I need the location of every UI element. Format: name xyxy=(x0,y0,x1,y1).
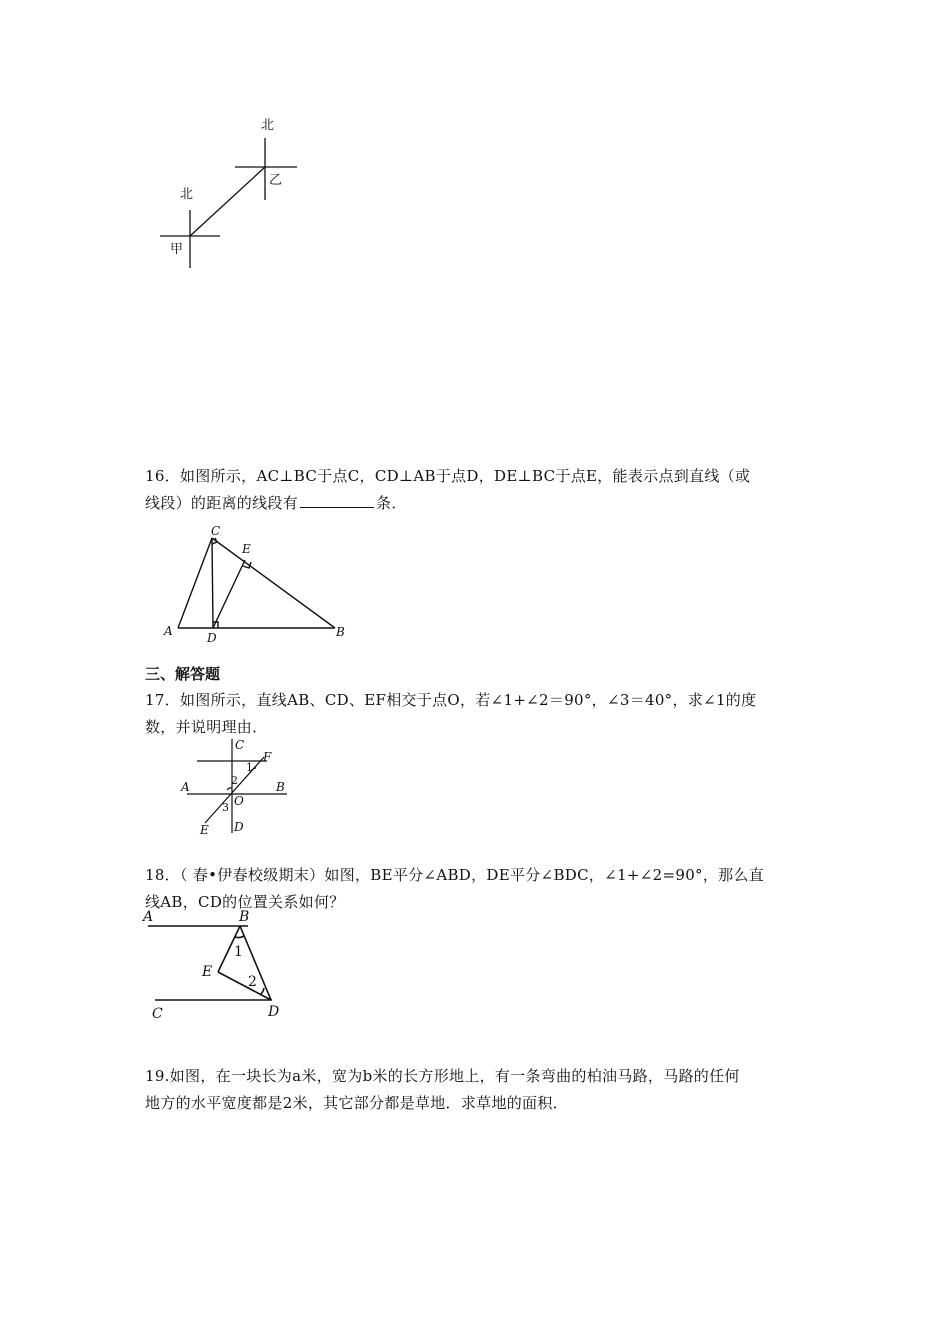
segment-de xyxy=(213,560,245,628)
label-d: D xyxy=(234,820,244,834)
answer-blank xyxy=(300,493,374,508)
label-c: C xyxy=(211,524,221,538)
label-c: C xyxy=(152,1006,163,1022)
q17-line1: 17．如图所示，直线AB、CD、EF相交于点O，若∠1+∠2＝90°，∠3＝40°，求∠1的度 xyxy=(145,691,757,709)
q16-line2-post: 条． xyxy=(376,494,407,512)
q16-line2 xyxy=(145,490,810,517)
angle-2-label: 2 xyxy=(231,774,238,787)
q18-line2: 线AB，CD的位置关系如何？ xyxy=(145,893,345,911)
q17-line2: 数，并说明理由． xyxy=(145,718,268,736)
segment-cb xyxy=(212,538,335,628)
q16-triangle-figure xyxy=(160,522,360,647)
question-19 xyxy=(145,1063,810,1117)
q17-intersecting-lines-figure xyxy=(170,735,300,840)
label-yi: 乙 xyxy=(269,173,283,188)
section-3-heading: 三、解答题 xyxy=(145,665,221,683)
label-d: D xyxy=(268,1004,280,1020)
angle-d-arc xyxy=(260,988,264,995)
label-a: A xyxy=(181,780,190,794)
q19-line1: 19.如图，在一块长为a米，宽为b米的长方形地上，有一条弯曲的柏油马路，马路的任何 xyxy=(145,1067,740,1085)
line-ef xyxy=(205,757,264,823)
angle-1-label: 1 xyxy=(234,944,243,960)
label-d: D xyxy=(207,631,217,645)
north-label-bottom: 北 xyxy=(180,187,194,202)
q19-line2: 地方的水平宽度都是2米，其它部分都是草地．求草地的面积． xyxy=(145,1094,568,1112)
label-c: C xyxy=(235,738,245,752)
label-e: E xyxy=(242,542,251,556)
q18-line1: 18．（ 春•伊春校级期末）如图，BE平分∠ABD，DE平分∠BDC，∠1+∠2=90°，那么直 xyxy=(145,866,765,884)
angle-2-arc xyxy=(227,788,232,790)
angle-3-label: 3 xyxy=(222,801,229,814)
label-b: B xyxy=(239,909,250,925)
angle-b-arc xyxy=(235,936,244,938)
label-a: A xyxy=(143,909,154,925)
segment-cd xyxy=(212,538,213,628)
angle-2-label: 2 xyxy=(248,974,257,990)
label-e: E xyxy=(200,823,209,837)
q16-line2-pre: 线段）的距离的线段有 xyxy=(145,494,299,512)
segment-ac xyxy=(178,538,212,628)
north-label-top: 北 xyxy=(261,118,275,133)
label-b: B xyxy=(276,780,285,794)
direction-diagram xyxy=(150,110,310,270)
angle-1-label: 1 xyxy=(246,761,253,774)
segment-ed xyxy=(218,972,271,1000)
label-o: O xyxy=(234,794,244,808)
jia-yi-segment xyxy=(190,167,265,236)
q16-line1: 16．如图所示，AC⊥BC于点C，CD⊥AB于点D，DE⊥BC于点E，能表示点到直线（或 xyxy=(145,467,751,485)
label-b: B xyxy=(336,625,345,639)
label-f: F xyxy=(263,750,272,764)
label-a: A xyxy=(164,624,173,638)
label-jia: 甲 xyxy=(170,242,184,257)
q18-parallel-lines-figure xyxy=(140,904,300,1026)
question-17 xyxy=(145,687,810,741)
label-e: E xyxy=(202,964,213,980)
question-16 xyxy=(145,463,810,517)
